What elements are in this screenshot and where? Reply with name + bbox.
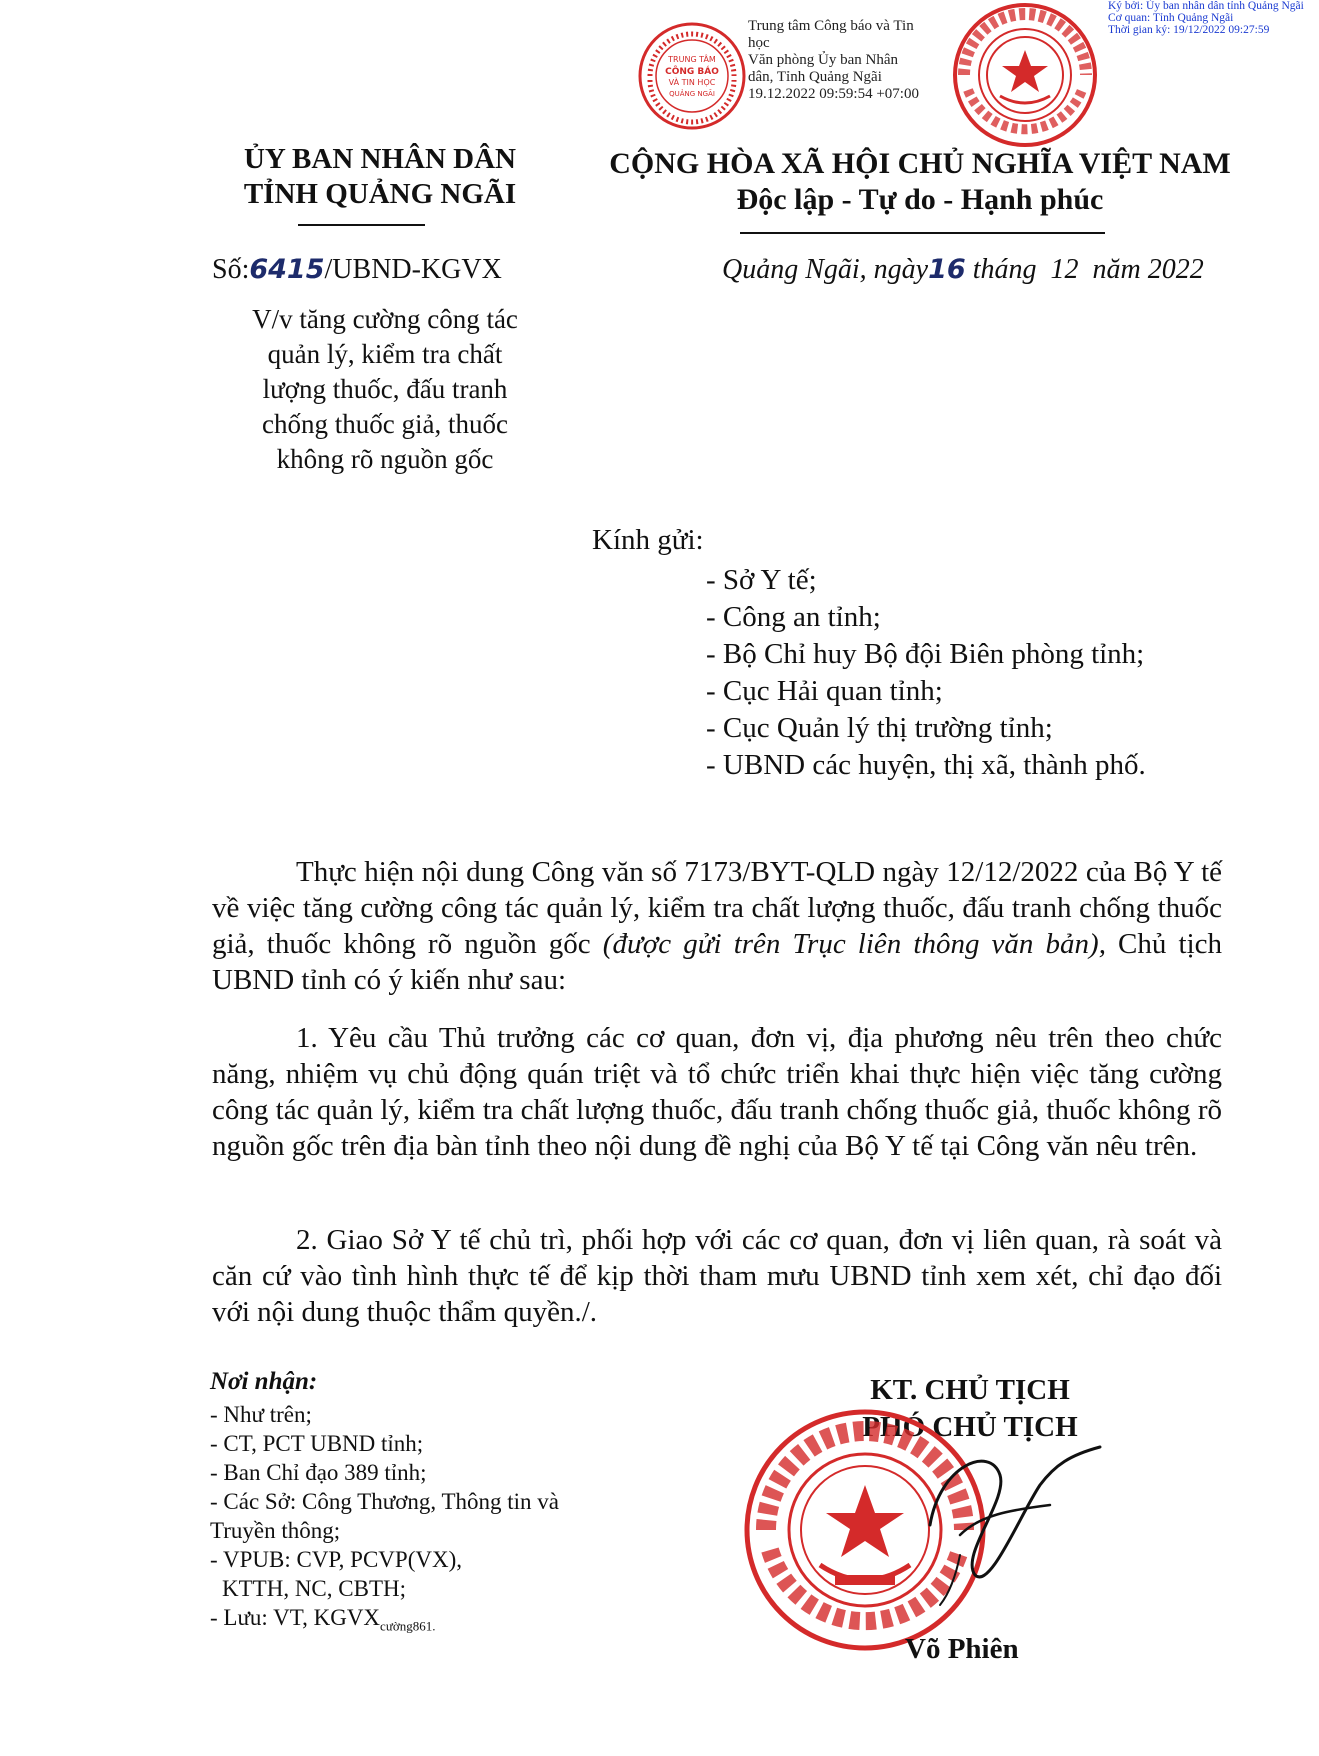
org-underline	[298, 224, 425, 226]
issuing-organization	[190, 142, 570, 212]
distribution-item: - Ban Chỉ đạo 389 tỉnh;	[210, 1460, 427, 1485]
intro-text: Thực hiện nội dung Công văn số 7173/BYT-QLD ngày 12/12/2022 của Bộ Y tế về việc tăng cường công tác quản lý, kiểm tra chất lượng thuốc, đấu tranh chống thuốc giả, thuốc không rõ nguồn gốc	[212, 856, 1222, 960]
item-1-text: 1. Yêu cầu Thủ trưởng các cơ quan, đơn vị, địa phương nêu trên theo chức năng, nhiệm vụ chủ động quán triệt và tổ chức triển khai thực hiện việc tăng cường công tác quản lý, kiểm tra chất lượng thuốc, đấu tranh chống thuốc giả, thuốc không rõ nguồn gốc trên địa bàn tỉnh theo nội dung đề nghị của Bộ Y tế tại Công văn nêu trên.	[212, 1022, 1222, 1162]
nation-name: CỘNG HÒA XÃ HỘI CHỦ NGHĨA VIỆT NAM	[609, 147, 1231, 180]
date-month-year: tháng 12 năm 2022	[972, 254, 1204, 285]
digital-signature-line: Thời gian ký: 19/12/2022 09:27:59	[1108, 24, 1270, 36]
subject-line: lượng thuốc, đấu tranh	[262, 374, 508, 404]
body-intro	[212, 854, 1222, 998]
date-place: Quảng Ngãi, ngày	[722, 254, 929, 285]
subject-line: chống thuốc giả, thuốc	[262, 409, 508, 439]
addressee-item: - UBND các huyện, thị xã, thành phố.	[706, 749, 1146, 781]
document-number	[212, 254, 502, 286]
doc-number-prefix: Số:	[212, 254, 250, 285]
document-date	[722, 254, 1204, 286]
national-title	[590, 146, 1250, 218]
distribution-item: KTTH, NC, CBTH;	[222, 1576, 406, 1601]
distribution-item: - Như trên;	[210, 1402, 312, 1427]
intro-text-end: Chủ tịch UBND tỉnh có ý kiến như sau:	[212, 928, 1222, 996]
body-item-2	[212, 1222, 1222, 1330]
issuing-label-line: 19.12.2022 09:59:54 +07:00	[748, 86, 919, 102]
signer-name: Võ Phiên	[905, 1633, 1019, 1665]
signature-title-line: PHÓ CHỦ TỊCH	[862, 1411, 1078, 1443]
distribution-item: - VPUB: CVP, PCVP(VX),	[210, 1547, 463, 1572]
provincial-seal-icon	[950, 0, 1100, 150]
distribution-item: - Các Sở: Công Thương, Thông tin và	[210, 1489, 559, 1514]
signature-title-line: KT. CHỦ TỊCH	[870, 1374, 1070, 1406]
item-2-text: 2. Giao Sở Y tế chủ trì, phối hợp với các cơ quan, đơn vị liên quan, rà soát và căn cứ vào tình hình thực tế để kịp thời tham mưu UBND tỉnh xem xét, chỉ đạo đối với nội dung thuộc thẩm quyền./.	[212, 1224, 1222, 1328]
digital-signature-line: Ký bởi: Ủy ban nhân dân tỉnh Quảng Ngãi	[1108, 0, 1304, 12]
issuing-center-label	[748, 18, 958, 103]
org-line: ỦY BAN NHÂN DÂN	[243, 143, 516, 175]
motto-underline	[740, 232, 1105, 234]
org-line: TỈNH QUẢNG NGÃI	[243, 178, 517, 210]
archive-subscript: cường861.	[380, 1618, 436, 1634]
body-item-1	[212, 1020, 1222, 1164]
issuing-label-line: học	[748, 35, 770, 51]
issuing-label-line: dân, Tỉnh Quảng Ngãi	[748, 69, 882, 85]
addressee-item: - Công an tỉnh;	[706, 601, 881, 633]
seal-center-text: CÔNG BÁO	[665, 67, 719, 77]
addressee-item: - Cục Hải quan tỉnh;	[706, 675, 943, 707]
seal-center-text: TRUNG TÂM	[668, 55, 716, 64]
subject-line: V/v tăng cường công tác	[252, 304, 518, 334]
subject-line: không rõ nguồn gốc	[276, 444, 494, 474]
subject-line: quản lý, kiểm tra chất	[267, 339, 503, 369]
intro-italic-text: (được gửi trên Trục liên thông văn bản),	[602, 928, 1106, 960]
motto: Độc lập - Tự do - Hạnh phúc	[736, 183, 1104, 216]
issuing-label-line: Trung tâm Công báo và Tin	[748, 18, 914, 34]
addressee-item: - Sở Y tế;	[706, 564, 817, 596]
document-subject	[225, 302, 545, 477]
addressee-list	[706, 562, 1146, 784]
digital-signature-info	[1108, 0, 1319, 36]
issuing-center-seal-icon	[636, 20, 748, 132]
addressee-label: Kính gửi:	[592, 524, 704, 556]
seal-center-text: VÀ TIN HỌC	[668, 78, 716, 87]
handwritten-signature-icon	[900, 1405, 1120, 1615]
addressee-item: - Bộ Chỉ huy Bộ đội Biên phòng tỉnh;	[706, 638, 1145, 670]
issuing-label-line: Văn phòng Ủy ban Nhân	[748, 52, 898, 68]
archive-text: - Lưu: VT, KGVX	[210, 1605, 381, 1630]
seal-center-text: QUẢNG NGÃI	[669, 90, 715, 98]
distribution-item-archive	[210, 1603, 630, 1641]
doc-number-suffix: /UBND-KGVX	[324, 254, 502, 285]
addressee-item: - Cục Quản lý thị trường tỉnh;	[706, 712, 1053, 744]
doc-number-handwritten: 6415	[249, 254, 325, 285]
distribution-list	[210, 1400, 630, 1641]
date-day-handwritten: 16	[928, 254, 966, 285]
distribution-item: - CT, PCT UBND tỉnh;	[210, 1431, 424, 1456]
distribution-title: Nơi nhận:	[210, 1368, 318, 1395]
digital-signature-line: Cơ quan: Tỉnh Quảng Ngãi	[1108, 12, 1234, 24]
distribution-item: Truyền thông;	[210, 1518, 341, 1543]
